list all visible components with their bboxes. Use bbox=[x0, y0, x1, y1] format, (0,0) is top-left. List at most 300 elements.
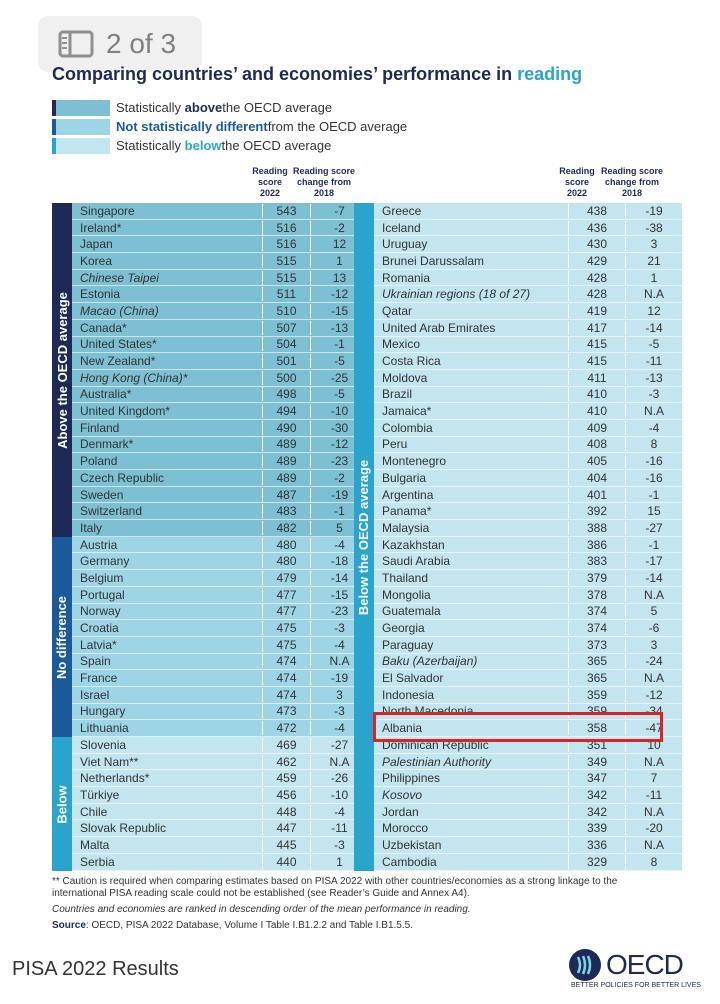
table-row bbox=[354, 437, 682, 454]
reading-score: 475 bbox=[262, 621, 310, 635]
country-name: France bbox=[80, 671, 118, 686]
score-change: -2 bbox=[310, 221, 368, 235]
reading-score: 359 bbox=[568, 704, 625, 718]
score-change: -38 bbox=[625, 221, 682, 235]
country-name: Colombia bbox=[382, 420, 433, 435]
table-row bbox=[354, 270, 682, 287]
reading-score: 515 bbox=[262, 271, 310, 285]
score-change: -27 bbox=[310, 738, 368, 752]
band-label: No difference bbox=[54, 595, 70, 679]
oecd-tagline: BETTER POLICIES FOR BETTER LIVES bbox=[571, 982, 701, 989]
reading-score: 336 bbox=[568, 838, 625, 852]
reading-score: 430 bbox=[568, 237, 625, 251]
ranking-note: Countries and economies are ranked in descending order of the mean performance in reading. bbox=[52, 904, 471, 915]
table-row bbox=[52, 570, 368, 587]
reading-score: 511 bbox=[262, 287, 310, 301]
country-name: Korea bbox=[80, 253, 113, 268]
reading-score: 374 bbox=[568, 621, 625, 635]
country-name: Austria bbox=[80, 537, 118, 552]
country-name: Montenegro bbox=[382, 454, 447, 469]
reading-score: 474 bbox=[262, 671, 310, 685]
reading-score: 489 bbox=[262, 454, 310, 468]
table-row bbox=[52, 303, 368, 320]
reading-score: 365 bbox=[568, 671, 625, 685]
country-name: Iceland bbox=[382, 220, 421, 235]
reading-score: 515 bbox=[262, 254, 310, 268]
reading-score: 477 bbox=[262, 604, 310, 618]
reading-score: 386 bbox=[568, 538, 625, 552]
table-row bbox=[354, 604, 682, 621]
reading-score: 392 bbox=[568, 504, 625, 518]
score-change: -1 bbox=[310, 504, 368, 518]
legend-below bbox=[52, 136, 407, 155]
table-row bbox=[52, 637, 368, 654]
reading-score: 482 bbox=[262, 521, 310, 535]
table-row bbox=[52, 737, 368, 754]
band-nd bbox=[52, 537, 72, 737]
country-name: Palestinian Authority bbox=[382, 754, 491, 769]
legend-text: the OECD average bbox=[221, 138, 332, 153]
country-name: Norway bbox=[80, 604, 121, 619]
reading-score: 409 bbox=[568, 421, 625, 435]
score-change: -30 bbox=[310, 421, 368, 435]
reading-score: 408 bbox=[568, 437, 625, 451]
score-change: -15 bbox=[310, 304, 368, 318]
country-name: Belgium bbox=[80, 570, 124, 585]
table-row bbox=[52, 587, 368, 604]
left-change-header: Reading score change from 2018 bbox=[292, 166, 356, 198]
reading-score: 358 bbox=[568, 721, 625, 735]
reading-score: 477 bbox=[262, 588, 310, 602]
score-change: N.A bbox=[310, 755, 368, 769]
score-change: -1 bbox=[625, 538, 682, 552]
score-change: -19 bbox=[310, 671, 368, 685]
score-change: 10 bbox=[625, 738, 682, 752]
reading-score: 349 bbox=[568, 755, 625, 769]
table-row bbox=[354, 370, 682, 387]
country-name: Greece bbox=[382, 203, 422, 218]
country-name: Malaysia bbox=[382, 520, 430, 535]
reading-score: 438 bbox=[568, 204, 625, 218]
country-name: Singapore bbox=[80, 203, 135, 218]
country-name: Cambodia bbox=[382, 854, 437, 869]
score-change: -14 bbox=[625, 321, 682, 335]
score-change: -10 bbox=[310, 404, 368, 418]
reading-score: 479 bbox=[262, 571, 310, 585]
table-row bbox=[52, 804, 368, 821]
score-change: 3 bbox=[310, 688, 368, 702]
reading-score: 417 bbox=[568, 321, 625, 335]
score-change: -25 bbox=[310, 371, 368, 385]
score-change: -19 bbox=[625, 204, 682, 218]
country-name: Chinese Taipei bbox=[80, 270, 159, 285]
country-name: United Arab Emirates bbox=[382, 320, 496, 335]
table-row bbox=[52, 620, 368, 637]
reading-score: 510 bbox=[262, 304, 310, 318]
band-below bbox=[52, 737, 72, 871]
title-highlight: reading bbox=[517, 64, 583, 84]
country-name: Bulgaria bbox=[382, 470, 427, 485]
country-name: Panama* bbox=[382, 504, 432, 519]
reading-score: 456 bbox=[262, 788, 310, 802]
table-row bbox=[354, 503, 682, 520]
country-name: Switzerland bbox=[80, 504, 143, 519]
score-change: 13 bbox=[310, 271, 368, 285]
country-name: United States* bbox=[80, 337, 157, 352]
country-name: Uzbekistan bbox=[382, 837, 442, 852]
source-note bbox=[52, 920, 662, 932]
table-row bbox=[52, 704, 368, 721]
table-row bbox=[52, 553, 368, 570]
country-name: Hungary bbox=[80, 704, 126, 719]
table-row bbox=[52, 604, 368, 621]
score-change: N.A bbox=[625, 671, 682, 685]
score-change: -19 bbox=[310, 488, 368, 502]
country-name: Finland bbox=[80, 420, 120, 435]
score-change: -16 bbox=[625, 454, 682, 468]
score-change: -4 bbox=[625, 421, 682, 435]
country-name: El Salvador bbox=[382, 671, 444, 686]
table-row bbox=[52, 236, 368, 253]
table-row bbox=[354, 303, 682, 320]
reading-score: 472 bbox=[262, 721, 310, 735]
reading-score: 329 bbox=[568, 855, 625, 869]
footnotes bbox=[52, 876, 662, 936]
oecd-logo bbox=[568, 948, 683, 982]
table-row bbox=[354, 236, 682, 253]
score-change: -4 bbox=[310, 638, 368, 652]
legend-bold: above bbox=[184, 100, 223, 115]
score-change: -1 bbox=[310, 337, 368, 351]
country-name: Peru bbox=[382, 437, 408, 452]
table-row bbox=[52, 770, 368, 787]
table-row bbox=[354, 587, 682, 604]
score-change: -18 bbox=[310, 554, 368, 568]
reading-score: 543 bbox=[262, 204, 310, 218]
table-row bbox=[52, 253, 368, 270]
country-name: Malta bbox=[80, 837, 110, 852]
country-name: Kosovo bbox=[382, 787, 423, 802]
score-change: -15 bbox=[310, 588, 368, 602]
country-name: Germany bbox=[80, 554, 130, 569]
score-change: 1 bbox=[310, 254, 368, 268]
score-change: -14 bbox=[310, 571, 368, 585]
score-change: -26 bbox=[310, 771, 368, 785]
reading-score: 383 bbox=[568, 554, 625, 568]
score-change: 3 bbox=[625, 237, 682, 251]
table-row bbox=[354, 687, 682, 704]
score-change: 7 bbox=[625, 771, 682, 785]
table-row bbox=[52, 487, 368, 504]
reading-score: 459 bbox=[262, 771, 310, 785]
reading-score: 504 bbox=[262, 337, 310, 351]
country-name: Georgia bbox=[382, 621, 425, 636]
reading-score: 462 bbox=[262, 755, 310, 769]
table-row bbox=[354, 670, 682, 687]
table-row bbox=[52, 854, 368, 871]
country-name: Spain bbox=[80, 654, 111, 669]
table-row bbox=[52, 820, 368, 837]
right-table bbox=[354, 203, 682, 871]
page-counter-label: 2 of 3 bbox=[106, 28, 177, 59]
table-row bbox=[354, 804, 682, 821]
score-change: 5 bbox=[625, 604, 682, 618]
reading-score: 501 bbox=[262, 354, 310, 368]
right-score-header: Reading score 2022 bbox=[559, 166, 595, 198]
reading-score: 347 bbox=[568, 771, 625, 785]
reading-score: 507 bbox=[262, 321, 310, 335]
albania-highlight-box bbox=[373, 712, 663, 742]
reading-score: 516 bbox=[262, 221, 310, 235]
left-table bbox=[52, 203, 368, 871]
country-name: Israel bbox=[80, 687, 110, 702]
band-above bbox=[52, 203, 72, 537]
country-name: Netherlands* bbox=[80, 771, 150, 786]
country-name: Türkiye bbox=[80, 787, 120, 802]
reading-score: 410 bbox=[568, 404, 625, 418]
country-name: Ukrainian regions (18 of 27) bbox=[382, 287, 531, 302]
left-score-header: Reading score 2022 bbox=[252, 166, 288, 198]
table-row bbox=[354, 820, 682, 837]
table-row bbox=[354, 203, 682, 220]
country-name: Kazakhstan bbox=[382, 537, 445, 552]
country-name: Czech Republic bbox=[80, 470, 165, 485]
reading-score: 378 bbox=[568, 588, 625, 602]
score-change: 5 bbox=[310, 521, 368, 535]
country-name: Paraguay bbox=[382, 637, 434, 652]
table-row bbox=[354, 754, 682, 771]
country-name: Dominican Republic bbox=[382, 737, 489, 752]
sidebar-panel-icon bbox=[58, 30, 94, 58]
country-name: Costa Rica bbox=[382, 354, 441, 369]
reading-score: 415 bbox=[568, 337, 625, 351]
page-title bbox=[52, 64, 582, 85]
reading-score: 500 bbox=[262, 371, 310, 385]
country-name: Mongolia bbox=[382, 587, 431, 602]
reading-score: 419 bbox=[568, 304, 625, 318]
score-change: -2 bbox=[310, 471, 368, 485]
country-name: Viet Nam** bbox=[80, 754, 139, 769]
reading-score: 480 bbox=[262, 538, 310, 552]
legend-text: Statistically bbox=[116, 138, 182, 153]
table-row bbox=[52, 337, 368, 354]
country-name: Guatemala bbox=[382, 604, 441, 619]
reading-score: 379 bbox=[568, 571, 625, 585]
oecd-wordmark: OECD bbox=[606, 949, 683, 980]
country-name: Japan bbox=[80, 237, 113, 252]
score-change: -3 bbox=[310, 838, 368, 852]
country-name: Lithuania bbox=[80, 721, 129, 736]
table-row bbox=[52, 203, 368, 220]
table-row bbox=[52, 387, 368, 404]
reading-score: 440 bbox=[262, 855, 310, 869]
table-row bbox=[52, 320, 368, 337]
score-change: 15 bbox=[625, 504, 682, 518]
score-change: -1 bbox=[625, 488, 682, 502]
country-name: Philippines bbox=[382, 771, 441, 786]
table-row bbox=[52, 754, 368, 771]
table-row bbox=[354, 253, 682, 270]
reading-score: 490 bbox=[262, 421, 310, 435]
legend bbox=[52, 98, 407, 155]
table-row bbox=[52, 537, 368, 554]
score-change: -6 bbox=[625, 621, 682, 635]
reading-score: 374 bbox=[568, 604, 625, 618]
country-name: Chile bbox=[80, 804, 108, 819]
country-name: Thailand bbox=[382, 570, 429, 585]
score-change: -14 bbox=[625, 571, 682, 585]
band-label: Above the OECD average bbox=[54, 291, 70, 449]
table-row bbox=[354, 420, 682, 437]
country-name: Macao (China) bbox=[80, 303, 159, 318]
reading-score: 410 bbox=[568, 387, 625, 401]
legend-text: Statistically bbox=[116, 100, 182, 115]
caution-note: ** Caution is required when comparing estimates based on PISA 2022 with other countries/economies as a strong linkage to the international PISA reading scale could not be established (see Reader’s Guide and Annex A4). bbox=[52, 876, 618, 899]
reading-score: 415 bbox=[568, 354, 625, 368]
country-name: Slovak Republic bbox=[80, 821, 167, 836]
table-row bbox=[52, 654, 368, 671]
table-row bbox=[52, 453, 368, 470]
score-change: N.A bbox=[625, 404, 682, 418]
table-row bbox=[354, 453, 682, 470]
country-name: Denmark* bbox=[80, 437, 134, 452]
country-name: Saudi Arabia bbox=[382, 554, 451, 569]
table-row bbox=[354, 537, 682, 554]
table-row bbox=[52, 503, 368, 520]
reading-score: 342 bbox=[568, 805, 625, 819]
right-change-header: Reading score change from 2018 bbox=[600, 166, 664, 198]
reading-score: 436 bbox=[568, 221, 625, 235]
reading-score: 365 bbox=[568, 654, 625, 668]
score-change: -23 bbox=[310, 604, 368, 618]
reading-score: 487 bbox=[262, 488, 310, 502]
score-change: -24 bbox=[625, 654, 682, 668]
score-change: -20 bbox=[625, 821, 682, 835]
country-name: Estonia bbox=[80, 287, 121, 302]
country-name: Australia* bbox=[80, 387, 132, 402]
table-row bbox=[354, 637, 682, 654]
country-name: Portugal bbox=[80, 587, 125, 602]
reading-score: 388 bbox=[568, 521, 625, 535]
score-change: -4 bbox=[310, 721, 368, 735]
reading-score: 411 bbox=[568, 371, 625, 385]
country-name: Brazil bbox=[382, 387, 413, 402]
reading-score: 489 bbox=[262, 437, 310, 451]
country-name: Poland bbox=[80, 454, 118, 469]
band-label: Below the OECD average bbox=[356, 459, 372, 615]
reading-score: 474 bbox=[262, 688, 310, 702]
country-name: Qatar bbox=[382, 303, 413, 318]
country-name: Slovenia bbox=[80, 737, 127, 752]
reading-score: 494 bbox=[262, 404, 310, 418]
score-change: 8 bbox=[625, 855, 682, 869]
table-row bbox=[354, 353, 682, 370]
reading-score: 404 bbox=[568, 471, 625, 485]
score-change: -10 bbox=[310, 788, 368, 802]
legend-not-different bbox=[52, 117, 407, 136]
legend-text: from the OECD average bbox=[267, 119, 408, 134]
reading-score: 339 bbox=[568, 821, 625, 835]
country-name: Canada* bbox=[80, 320, 127, 335]
reading-score: 475 bbox=[262, 638, 310, 652]
table-row bbox=[52, 353, 368, 370]
reading-score: 447 bbox=[262, 821, 310, 835]
table-row bbox=[354, 320, 682, 337]
table-row bbox=[354, 654, 682, 671]
score-change: -4 bbox=[310, 805, 368, 819]
legend-swatch-nd bbox=[52, 119, 110, 135]
reading-score: 489 bbox=[262, 471, 310, 485]
reading-score: 516 bbox=[262, 237, 310, 251]
table-row bbox=[354, 770, 682, 787]
score-change: -12 bbox=[310, 437, 368, 451]
table-row bbox=[52, 370, 368, 387]
reading-score: 469 bbox=[262, 738, 310, 752]
table-row bbox=[354, 470, 682, 487]
country-name: Sweden bbox=[80, 487, 124, 502]
table-row bbox=[52, 437, 368, 454]
table-row bbox=[354, 787, 682, 804]
score-change: -34 bbox=[625, 704, 682, 718]
country-name: Moldova bbox=[382, 370, 428, 385]
reading-score: 498 bbox=[262, 387, 310, 401]
reading-score: 428 bbox=[568, 271, 625, 285]
score-change: 1 bbox=[625, 271, 682, 285]
table-row bbox=[354, 854, 682, 871]
table-row bbox=[52, 420, 368, 437]
reading-score: 405 bbox=[568, 454, 625, 468]
score-change: -7 bbox=[310, 204, 368, 218]
score-change: -13 bbox=[625, 371, 682, 385]
legend-swatch-above bbox=[52, 100, 110, 116]
table-row bbox=[52, 220, 368, 237]
reading-score: 342 bbox=[568, 788, 625, 802]
score-change: -5 bbox=[310, 387, 368, 401]
score-change: -13 bbox=[310, 321, 368, 335]
table-row bbox=[354, 487, 682, 504]
table-row bbox=[52, 270, 368, 287]
band-label: Below bbox=[54, 785, 70, 824]
score-change: -23 bbox=[310, 454, 368, 468]
score-change: -27 bbox=[625, 521, 682, 535]
country-name: Croatia bbox=[80, 621, 119, 636]
legend-above bbox=[52, 98, 407, 117]
table-row bbox=[52, 687, 368, 704]
country-name: Latvia* bbox=[80, 637, 117, 652]
country-name: Serbia bbox=[80, 854, 115, 869]
score-change: -12 bbox=[310, 287, 368, 301]
country-name: Baku (Azerbaijan) bbox=[382, 654, 478, 669]
reading-score: 359 bbox=[568, 688, 625, 702]
legend-swatch-below bbox=[52, 138, 110, 154]
reading-score: 480 bbox=[262, 554, 310, 568]
table-row bbox=[354, 337, 682, 354]
reading-score: 445 bbox=[262, 838, 310, 852]
oecd-globe-icon bbox=[568, 948, 602, 982]
score-change: -3 bbox=[310, 621, 368, 635]
table-row bbox=[354, 553, 682, 570]
legend-text: the OECD average bbox=[222, 100, 333, 115]
score-change: N.A bbox=[310, 654, 368, 668]
country-name: Morocco bbox=[382, 821, 429, 836]
table-row bbox=[52, 470, 368, 487]
reading-score: 429 bbox=[568, 254, 625, 268]
reading-score: 473 bbox=[262, 704, 310, 718]
country-name: Italy bbox=[80, 520, 103, 535]
score-change: 8 bbox=[625, 437, 682, 451]
score-change: -3 bbox=[310, 704, 368, 718]
country-name: Uruguay bbox=[382, 237, 428, 252]
